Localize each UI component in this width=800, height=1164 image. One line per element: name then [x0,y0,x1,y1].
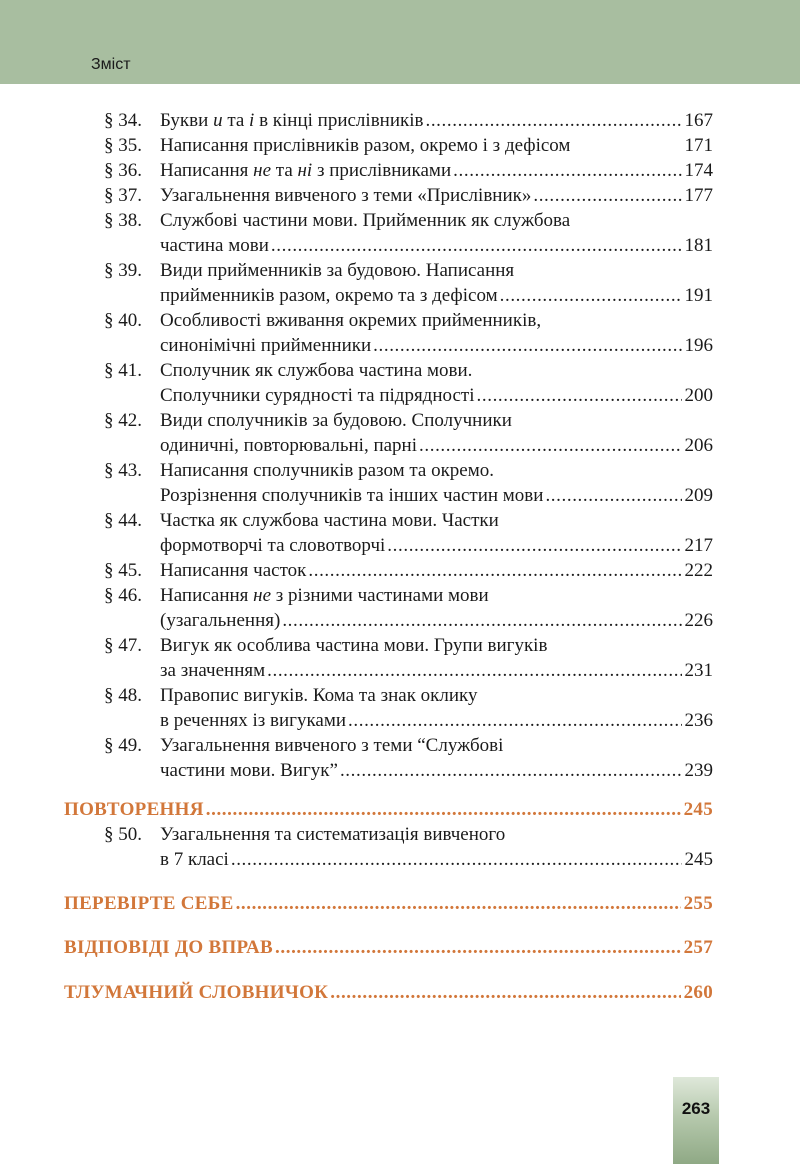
dot-leader [231,847,682,872]
entry-title-cont: частина мови [160,235,269,256]
chapter-title: Зміст [91,56,131,73]
entry-title-cont: формотворчі та словотворчі [160,535,386,556]
toc-entry-44-continuation[interactable] [160,533,713,558]
entry-page: 177 [684,185,713,206]
entry-title-cont: (узагальнення) [160,610,281,631]
dot-leader [373,333,681,358]
entry-number: § 35. [104,135,142,156]
entry-number: § 42. [104,410,142,431]
dot-leader [275,935,681,960]
toc-entry-37[interactable] [104,183,713,208]
entry-title: Узагальнення вивченого з теми “Службові [160,735,504,756]
toc-entry-48-continuation[interactable] [160,708,713,733]
entry-page: 222 [684,560,713,581]
entry-title-cont: Сполучники сурядності та підрядності [160,385,475,406]
section-page: 257 [683,937,713,958]
toc-entry-39[interactable] [104,258,713,283]
dot-leader [387,533,681,558]
toc-entry-48[interactable] [104,683,713,708]
entry-title: Службові частини мови. Прийменник як службова [160,210,571,231]
entry-title: Написання сполучників разом та окремо. [160,460,495,481]
section-page: 260 [683,982,713,1003]
entry-title: Написання прислівників разом, окремо і з дефісом [160,135,571,156]
dot-leader [425,108,681,133]
entry-number: § 37. [104,185,142,206]
toc-entry-49[interactable] [104,733,713,758]
toc-entry-36[interactable] [104,158,713,183]
entry-title: Особливості вживання окремих прийменників, [160,310,542,331]
section-title: ВІДПОВІДІ ДО ВПРАВ [64,937,274,958]
entry-page: 217 [684,535,713,556]
entry-number: § 34. [104,110,142,131]
toc-entry-42-continuation[interactable] [160,433,713,458]
entry-title-cont: синонімічні прийменники [160,335,372,356]
entry-number: § 36. [104,160,142,181]
toc-section-answers[interactable] [64,935,713,960]
dot-leader [330,980,680,1005]
toc-entry-50-continuation[interactable] [160,847,713,872]
entry-number: § 49. [104,735,142,756]
entry-title: Види прийменників за будовою. Написання [160,260,515,281]
section-title: ПОВТОРЕННЯ [64,799,204,820]
entry-number: § 40. [104,310,142,331]
entry-page: 181 [684,235,713,256]
dot-leader [477,383,682,408]
toc-entry-41[interactable] [104,358,713,383]
page-number-tab [673,1077,719,1164]
toc-section-glossary[interactable] [64,980,713,1005]
entry-page: 171 [684,135,713,156]
entry-page: 206 [684,435,713,456]
entry-title: Сполучник як службова частина мови. [160,360,473,381]
entry-title: Написання не та ні з прислівниками [160,160,452,181]
entry-title-cont: в реченнях із вигуками [160,710,347,731]
entry-page: 245 [684,849,713,870]
toc-section-repeat[interactable] [64,797,713,822]
section-title: ПЕРЕВІРТЕ СЕБЕ [64,893,234,914]
entry-title: Узагальнення вивченого з теми «Прислівник» [160,185,532,206]
entry-title: Частка як службова частина мови. Частки [160,510,499,531]
entry-page: 239 [684,760,713,781]
entry-number: § 48. [104,685,142,706]
toc-entry-47-continuation[interactable] [160,658,713,683]
entry-title: Види сполучників за будовою. Сполучники [160,410,512,431]
entry-page: 236 [684,710,713,731]
dot-leader [340,758,682,783]
entry-title: Букви и та і в кінці прислівників [160,110,424,131]
entry-number: § 43. [104,460,142,481]
entry-page: 209 [684,485,713,506]
entry-title-cont: одиничні, повторювальні, парні [160,435,418,456]
entry-number: § 38. [104,210,142,231]
chapter-header-bar [0,0,800,84]
toc-entry-49-continuation[interactable] [160,758,713,783]
toc-entry-44[interactable] [104,508,713,533]
entry-number: § 45. [104,560,142,581]
section-page: 255 [683,893,713,914]
entry-title-cont: прийменників разом, окремо та з дефісом [160,285,498,306]
entry-page: 191 [684,285,713,306]
section-page: 245 [683,799,713,820]
entry-title: Узагальнення та систематизація вивченого [160,824,506,845]
toc-entry-35[interactable] [104,133,713,158]
section-title: ТЛУМАЧНИЙ СЛОВНИЧОК [64,982,329,1003]
entry-page: 174 [684,160,713,181]
dot-leader [533,183,681,208]
entry-number: § 50. [104,824,142,845]
entry-title: Вигук як особлива частина мови. Групи вигуків [160,635,548,656]
dot-leader [453,158,681,183]
dot-leader [545,483,681,508]
entry-title-cont: частини мови. Вигук” [160,760,338,781]
toc-entry-47[interactable] [104,633,713,658]
toc-entry-45[interactable] [104,558,713,583]
toc-entry-41-continuation[interactable] [160,383,713,408]
toc-entry-39-continuation[interactable] [160,283,713,308]
dot-leader [419,433,681,458]
dot-leader [236,891,681,916]
dot-leader [308,558,681,583]
dot-leader [348,708,681,733]
entry-page: 200 [684,385,713,406]
entry-page: 196 [684,335,713,356]
toc-entry-46[interactable] [104,583,713,608]
toc-entry-43[interactable] [104,458,713,483]
entry-number: § 39. [104,260,142,281]
entry-number: § 44. [104,510,142,531]
entry-page: 167 [684,110,713,131]
toc-entry-34[interactable] [104,108,713,133]
entry-title-cont: за значенням [160,660,266,681]
entry-page: 226 [684,610,713,631]
dot-leader [271,233,682,258]
entry-title: Написання часток [160,560,307,581]
dot-leader [282,608,681,633]
entry-title: Написання не з різними частинами мови [160,585,489,606]
toc-entry-46-continuation[interactable] [160,608,713,633]
dot-leader [206,797,681,822]
entry-number: § 41. [104,360,142,381]
toc-entry-42[interactable] [104,408,713,433]
dot-leader [500,283,682,308]
entry-title: Правопис вигуків. Кома та знак оклику [160,685,478,706]
toc-entry-38-continuation[interactable] [160,233,713,258]
toc-entry-43-continuation[interactable] [160,483,713,508]
entry-number: § 46. [104,585,142,606]
entry-page: 231 [684,660,713,681]
toc-entry-40[interactable] [104,308,713,333]
entry-number: § 47. [104,635,142,656]
toc-section-check[interactable] [64,891,713,916]
dot-leader [267,658,681,683]
entry-title-cont: в 7 класі [160,849,229,870]
toc-entry-40-continuation[interactable] [160,333,713,358]
toc-entry-50[interactable] [104,822,713,847]
page-number: 263 [681,1099,711,1118]
entry-title-cont: Розрізнення сполучників та інших частин мови [160,485,544,506]
toc-entry-38[interactable] [104,208,713,233]
